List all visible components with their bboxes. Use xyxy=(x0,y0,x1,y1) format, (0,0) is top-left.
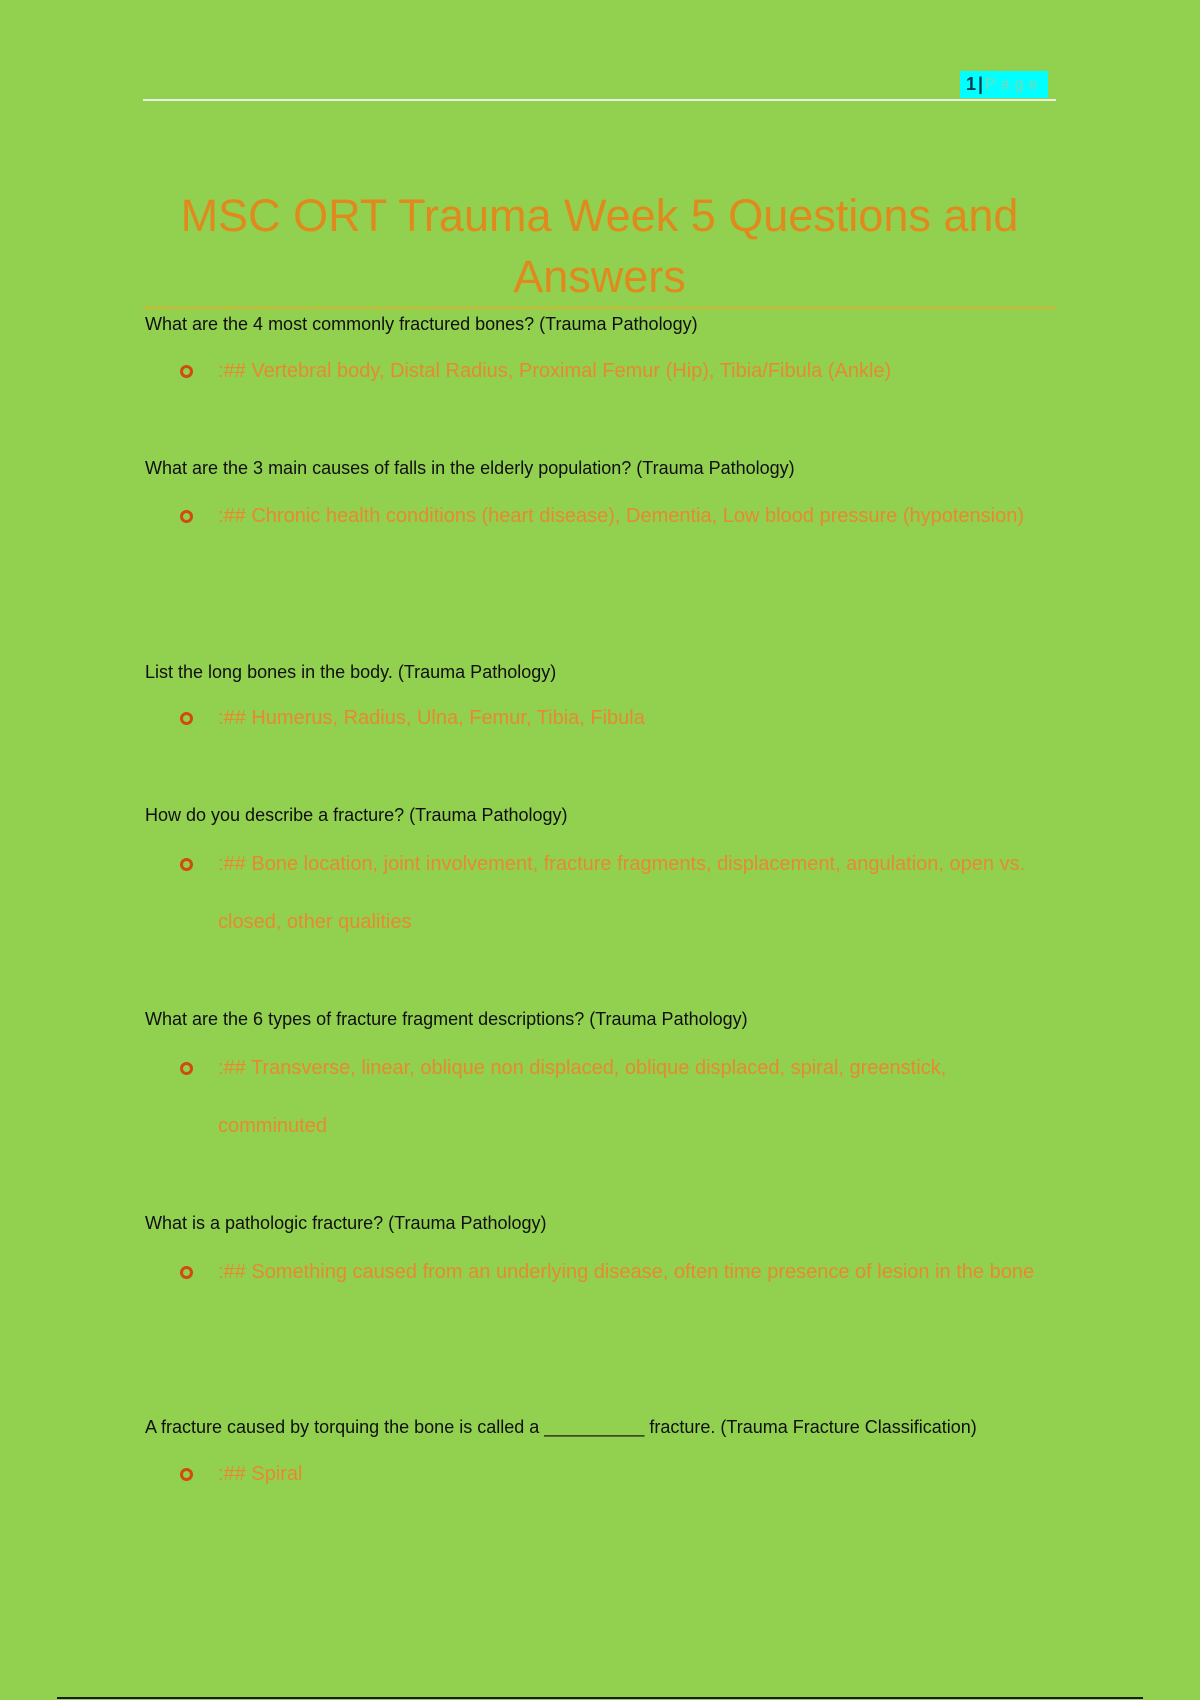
footer-divider xyxy=(57,1697,1143,1699)
page-number-badge xyxy=(960,71,1048,98)
document-title: MSC ORT Trauma Week 5 Questions and Answers xyxy=(180,190,1019,302)
bullet-icon xyxy=(180,365,193,378)
question-7: A fracture caused by torquing the bone is called a __________ fracture. (Trauma Fracture Classification) xyxy=(145,1417,977,1437)
question-1: What are the 4 most commonly fractured bones? (Trauma Pathology) xyxy=(145,314,698,334)
answer-2: :## Chronic health conditions (heart disease), Dementia, Low blood pressure (hypotension) xyxy=(218,505,1025,527)
page-number-separator: | xyxy=(978,74,984,94)
bullet-icon xyxy=(180,510,193,523)
question-3: List the long bones in the body. (Trauma Pathology) xyxy=(145,662,557,682)
answer-7: :## Spiral xyxy=(218,1463,303,1485)
answer-3: :## Humerus, Radius, Ulna, Femur, Tibia, Fibula xyxy=(218,707,645,729)
bullet-icon xyxy=(180,1266,193,1279)
question-2: What are the 3 main causes of falls in the elderly population? (Trauma Pathology) xyxy=(145,458,795,478)
page-number: 1 xyxy=(966,74,977,94)
question-5: What are the 6 types of fracture fragment descriptions? (Trauma Pathology) xyxy=(145,1009,748,1029)
bullet-icon xyxy=(180,858,193,871)
title-divider xyxy=(143,307,1056,309)
answer-6: :## Something caused from an underlying disease, often time presence of lesion in the bone xyxy=(218,1261,1035,1283)
answer-1: :## Vertebral body, Distal Radius, Proximal Femur (Hip), Tibia/Fibula (Ankle) xyxy=(218,360,892,382)
bullet-icon xyxy=(180,712,193,725)
answer-4: :## Bone location, joint involvement, fracture fragments, displacement, angulation, open vs. closed, other qualities xyxy=(218,853,1026,933)
bullet-icon xyxy=(180,1062,193,1075)
bullet-icon xyxy=(180,1468,193,1481)
answer-5: :## Transverse, linear, oblique non displaced, oblique displaced, spiral, greenstick, comminuted xyxy=(218,1057,947,1137)
question-4: How do you describe a fracture? (Trauma Pathology) xyxy=(145,805,568,825)
question-6: What is a pathologic fracture? (Trauma Pathology) xyxy=(145,1213,547,1233)
header-divider xyxy=(143,99,1056,101)
page-word: Page xyxy=(985,76,1043,93)
